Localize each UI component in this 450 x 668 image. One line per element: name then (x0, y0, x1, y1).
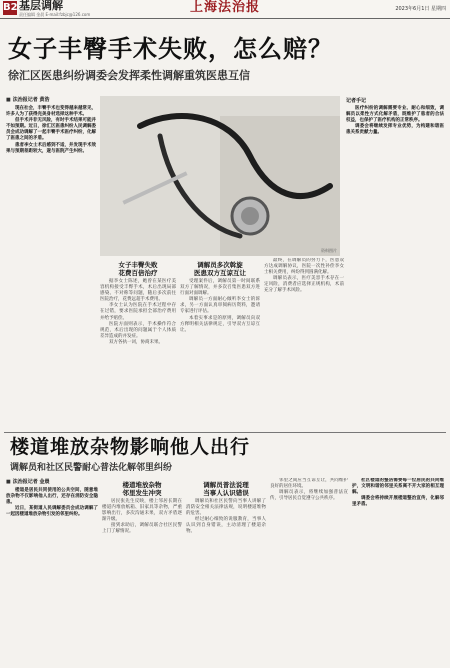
article2-headline: 楼道堆放杂物影响他人出行 (10, 436, 251, 458)
article1-para: 调解员表示，医疗美容手术存在一定风险，消费者应选择正规机构，术前充分了解手术风险。 (264, 276, 344, 294)
article2-lede: 楼道是居民共同使用的公共空间，随意堆放杂物不仅影响他人出行，还存在消防安全隐患。 (6, 488, 98, 506)
article1-byline: ■ 法治报记者 黄浩 (6, 97, 96, 103)
article1-para: 李女士认为医院在手术过程中存在过错，要求医院承担全部治疗费用并给予赔偿。 (100, 303, 176, 321)
article1-para: 调解员一方面耐心倾听李女士的诉求，另一方面认真审阅病历资料，邀请专家进行评估。 (180, 297, 260, 315)
article1-para: 据李女士陈述，她曾在某医疗美容机构接受丰臀手术，术后出现局部感染、不对称等问题，随后多次前往医院治疗，花费远超手术费用。 (100, 279, 176, 303)
article2-col4 (270, 478, 348, 664)
article1-col4 (264, 258, 344, 434)
article1-mid-head: 调解员多次斡旋 医患双方互谅互让 (194, 261, 246, 277)
article1-para: 医院方面则表示，手术操作符合规范，术后出现的问题属于个人体质差异造成的并发症。 (100, 321, 176, 339)
article1-para: 双方各执一词，协商未果。 (109, 339, 163, 345)
article1-para: 本着实事求是的原则，调解员向双方释明相关法律规定，引导双方互谅互让。 (180, 315, 260, 333)
section-divider (4, 432, 446, 433)
article1-para: 患者李女士术后感到不适，并发现手术效果与预期差距较大，遂与医院产生纠纷。 (6, 142, 96, 154)
article2-left-column (6, 478, 98, 664)
article1-para: 最终，在调解员的努力下，医患双方达成调解协议，医院一次性补偿李女士相关费用，纠纷得到圆满化解。 (264, 258, 344, 276)
article2-para: 邻里之间应当互谅互让，共同维护良好的居住环境。 (270, 478, 348, 490)
article2-col3 (186, 478, 266, 664)
article2-col2-head: 楼道堆放杂物 邻里发生冲突 (122, 481, 162, 497)
article1-para: 但手术并非无风险，有时手术结果可能并不如预期。近日，徐汇区医患纠纷人民调解委员会成功调解了一起丰臀手术医疗纠纷，化解了医患之间的矛盾。 (6, 118, 96, 142)
newspaper-logo: 上海法治报 (190, 0, 261, 15)
article2-col2 (102, 478, 182, 664)
article2-para: 调解员表示，将继续加强普法宣传，引导居民自觉遵守公共秩序。 (270, 490, 348, 502)
article1-col2 (100, 258, 176, 434)
article2-para: 调解员和社区民警向当事人讲解了消防安全相关法律法规，说明楼道堆物的危害。 (186, 499, 266, 517)
masthead (0, 0, 450, 19)
article2-col5 (352, 478, 444, 664)
article2-para: 社区楼道的整洁需要每一位居民的共同维护，文明和谐的邻里关系离不开大家的相互理解。 (352, 478, 444, 496)
photo-credit: 资料图片 (321, 248, 337, 253)
editor-line: 责任编辑 金晨 E-mail:fzbjc@126.com (19, 12, 91, 17)
article1-headline: 女子丰臀手术失败，怎么赔？ (8, 35, 333, 63)
comment-label: 记者手记 (346, 98, 367, 104)
article2-mid-head: 调解员普法说理 当事人认识错误 (203, 481, 249, 497)
article1-comment-column (346, 96, 444, 432)
article1-col3 (180, 258, 260, 434)
comment-para: 调委会将继续发挥专业优势，为构建和谐医患关系贡献力量。 (346, 124, 444, 136)
stethoscope-icon (100, 96, 340, 256)
hero-photo (100, 96, 340, 256)
article1-para: 受理案件后，调解员第一时间联系双方了解情况，并多次召集医患双方进行面对面调解。 (180, 279, 260, 297)
article1-col2-head: 女子丰臀失败 花费百倍治疗 (118, 261, 158, 277)
page-number: B2 (3, 2, 18, 13)
article2-para: 调委会将持续开展楼道整治宣传，化解邻里矛盾。 (352, 496, 444, 508)
issue-date: 2023年6月1日 星期四 (395, 6, 446, 12)
article2-para: 接到求助后，调解员联合社区民警上门了解情况。 (102, 523, 182, 535)
comment-para: 医疗纠纷的调解需要专业、耐心和细致，调解员以柔性方式化解矛盾，既维护了患者的合法权益，也保护了医疗机构的正常秩序。 (346, 106, 444, 124)
section-title: 基层调解 (19, 0, 63, 12)
article2-para: 近日，某街道人民调解委员会成功调解了一起因楼道堆放杂物引发的邻里纠纷。 (6, 506, 98, 518)
article2-subhead: 调解员和社区民警耐心普法化解邻里纠纷 (10, 463, 173, 473)
article2-byline: ■ 法治报记者 金晨 (6, 479, 98, 485)
article1-left-column (6, 96, 96, 432)
article1-subhead: 徐汇区医患纠纷调委会发挥柔性调解重筑医患互信 (8, 69, 250, 82)
article1-lede: 现在社会，丰臀手术也变得越来越常见，许多人为了获得完美身材选择这种手术。 (6, 106, 96, 118)
article2-para: 居民张先生反映，楼上邻居长期在楼道内堆放纸箱、旧家具等杂物，严重影响出行，多次沟通未果，双方矛盾逐渐升级。 (102, 499, 182, 523)
article2-para: 经过耐心细致的说服教育，当事人认识到自身错误，主动清理了楼道杂物。 (186, 517, 266, 535)
